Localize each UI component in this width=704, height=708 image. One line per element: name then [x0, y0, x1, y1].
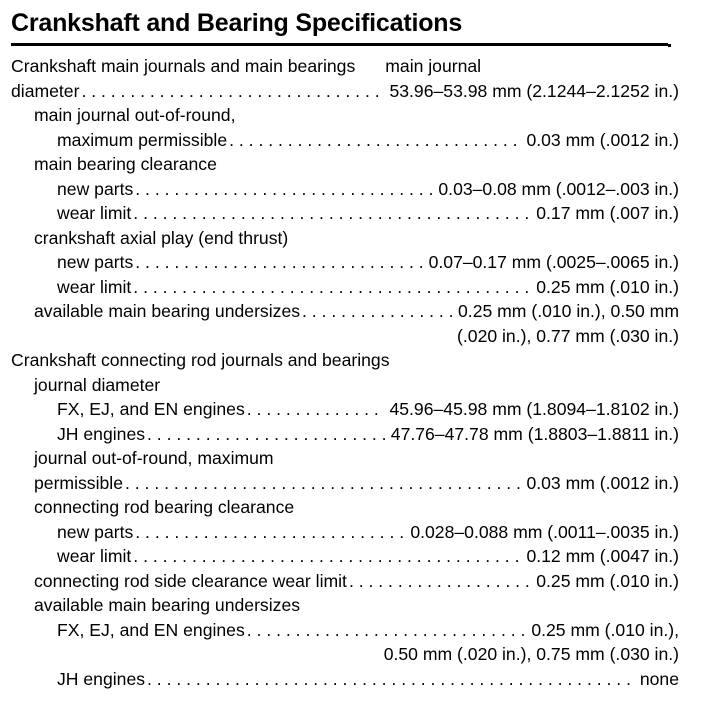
spec-value: 0.25 mm (.010 in.), 0.50 mm [458, 301, 679, 321]
spec-label: wear limit [57, 203, 132, 223]
spec-value: none [639, 668, 679, 689]
spec-label: JH engines [57, 423, 146, 444]
spec-line [11, 544, 679, 569]
spec-line [11, 446, 679, 471]
spec-value: 0.12 mm (.0047 in.) [526, 546, 679, 566]
spec-line [11, 226, 679, 251]
leader-dots [349, 569, 532, 594]
spec-label: new parts [57, 521, 134, 542]
spec-label: journal diameter [34, 374, 161, 395]
spec-label: new parts [57, 178, 134, 199]
leader-dots [125, 471, 522, 496]
spec-label: main journal [385, 56, 482, 76]
spec-line [11, 593, 679, 618]
spec-label: new parts [57, 252, 134, 272]
leader-dots [133, 544, 522, 569]
spec-line [11, 422, 679, 447]
spec-line [11, 201, 679, 226]
spec-line [11, 177, 679, 202]
spec-line [11, 324, 679, 349]
spec-line [11, 642, 679, 667]
leader-dots [135, 520, 406, 545]
spec-line [11, 152, 679, 177]
leader-dots [135, 177, 434, 202]
spec-line [11, 299, 679, 324]
spec-document [11, 0, 679, 691]
spec-line [11, 79, 679, 104]
spec-body [11, 54, 679, 691]
spec-label: diameter [11, 80, 80, 101]
spec-value: 0.25 mm (.010 in.), [531, 619, 679, 640]
spec-label: connecting rod bearing clearance [34, 497, 295, 517]
section-heading-main-journals: Crankshaft main journals and main bearings [11, 56, 356, 76]
spec-line [11, 569, 679, 594]
spec-line [11, 471, 679, 496]
spec-line [11, 495, 679, 520]
spec-label: main journal out-of-round, [34, 105, 236, 125]
spec-value: (.020 in.), 0.77 mm (.030 in.) [457, 325, 679, 346]
spec-value: 0.50 mm (.020 in.), 0.75 mm (.030 in.) [383, 644, 679, 664]
spec-value: 0.25 mm (.010 in.) [536, 276, 679, 297]
spec-value: 0.25 mm (.010 in.) [536, 570, 679, 591]
leader-dots [81, 79, 385, 104]
spec-line [11, 618, 679, 643]
spec-label: maximum permissible [57, 129, 228, 150]
leader-dots [135, 250, 424, 275]
spec-label: permissible [34, 472, 123, 493]
spec-line [11, 373, 679, 398]
page-title: Crankshaft and Bearing Specifications [11, 9, 463, 37]
spec-line [11, 667, 679, 692]
spec-value: 0.03–0.08 mm (.0012–.003 in.) [438, 178, 679, 199]
leader-dots [247, 397, 386, 422]
spec-label: journal out-of-round, maximum [34, 448, 274, 468]
spec-label: available main bearing undersizes [34, 301, 301, 321]
section-heading-rod-journals: Crankshaft connecting rod journals and bearings [11, 350, 390, 370]
leader-dots [133, 201, 532, 226]
spec-line [11, 128, 679, 153]
leader-dots [229, 128, 522, 153]
spec-label: connecting rod side clearance wear limit [34, 570, 347, 591]
leader-dots [147, 422, 387, 447]
spec-value: 0.07–0.17 mm (.0025–.0065 in.) [428, 252, 679, 272]
leader-dots [247, 618, 528, 643]
spec-value: 0.03 mm (.0012 in.) [526, 129, 679, 150]
title-rule [11, 43, 668, 46]
spec-label: crankshaft axial play (end thrust) [34, 227, 289, 248]
spec-value: 0.028–0.088 mm (.0011–.0035 in.) [410, 521, 679, 542]
spec-line [11, 397, 679, 422]
spec-value: 0.17 mm (.007 in.) [536, 203, 679, 223]
spec-line [11, 250, 679, 275]
spec-line [11, 520, 679, 545]
spec-label: available main bearing undersizes [34, 595, 301, 615]
spec-line [11, 103, 679, 128]
spec-line [11, 54, 679, 79]
spec-label: wear limit [57, 276, 132, 297]
spec-label: wear limit [57, 546, 132, 566]
leader-dots [147, 667, 636, 692]
spec-line [11, 348, 679, 373]
spec-value: 47.76–47.78 mm (1.8803–1.8811 in.) [390, 423, 679, 444]
spec-label: FX, EJ, and EN engines [57, 399, 245, 419]
leader-dots [302, 299, 454, 324]
spec-value: 0.03 mm (.0012 in.) [526, 472, 679, 493]
spec-value: 53.96–53.98 mm (2.1244–2.1252 in.) [389, 80, 679, 101]
leader-dots [133, 275, 532, 300]
spec-line [11, 275, 679, 300]
spec-label: main bearing clearance [34, 154, 217, 174]
spec-label: FX, EJ, and EN engines [57, 619, 245, 640]
spec-value: 45.96–45.98 mm (1.8094–1.8102 in.) [389, 399, 679, 419]
spec-label: JH engines [57, 668, 146, 689]
rule-end-mark [668, 44, 671, 47]
